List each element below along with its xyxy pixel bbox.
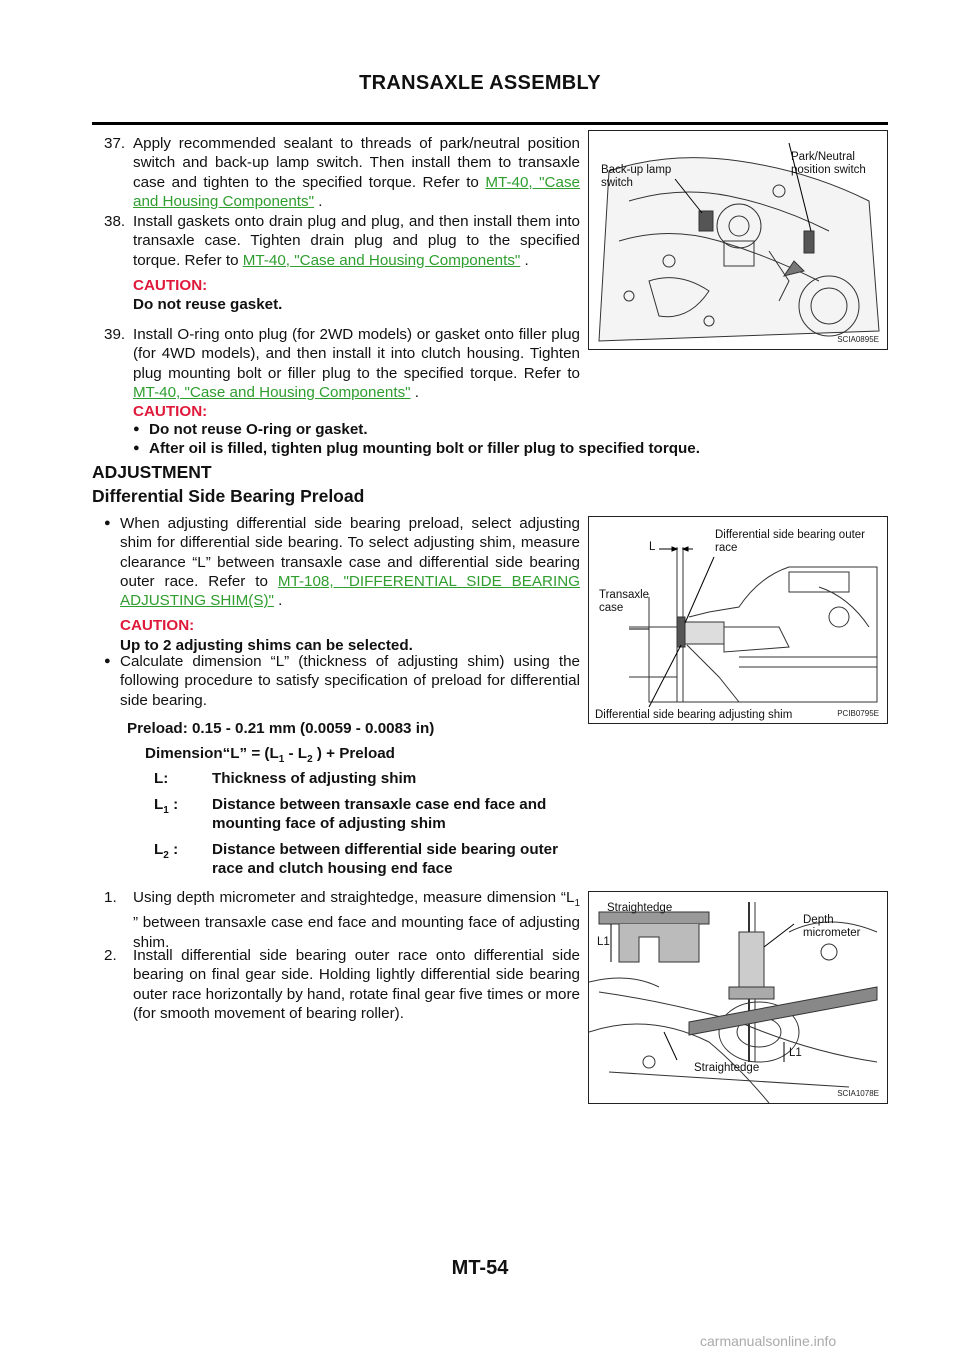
definition-l1: $L_1$ : Distance between transaxle case end face and mounting face of adjusting shim — [154, 795, 574, 820]
callout-l: L — [649, 541, 656, 553]
def-desc: Distance between transaxle case end face and mounting face of adjusting shim — [212, 796, 547, 833]
callout-l1-right: L1 — [789, 1047, 802, 1059]
caution-item-text: Do not reuse O-ring or gasket. — [149, 421, 368, 438]
step-text-end: . — [520, 251, 529, 269]
formula-part: ) + Preload — [312, 745, 395, 762]
step-text: Install differential side bearing outer race onto differential side bearing on final gear side. Holding lightly differential side bearing outer race horizontally by hand, rotate final gear five times or more (for smooth movement of bearing roller). — [133, 947, 580, 1022]
callout-l1-left: L1 — [597, 936, 610, 948]
caution-text: Do not reuse gasket. — [133, 296, 283, 314]
page-number: MT-54 — [451, 1257, 509, 1279]
subsection-heading: Differential Side Bearing Preload — [92, 486, 365, 506]
step-text-end: . — [410, 383, 420, 401]
step-38 — [104, 212, 580, 314]
step-number: 39. — [104, 326, 126, 343]
formula — [145, 745, 395, 765]
callout-straightedge-bottom: Straightedge — [694, 1062, 760, 1074]
figure-code: SCIA1078E — [837, 1089, 879, 1098]
caution-item — [133, 439, 893, 458]
definition-l2: $L_2$ : Distance between differential side bearing outer race and clutch housing end face — [154, 840, 574, 865]
callout-backup-lamp-switch: Back-up lamp switch — [601, 164, 672, 189]
callout-straightedge-top: Straightedge — [607, 902, 673, 914]
step-number: 1. — [104, 889, 117, 906]
caution-label: CAUTION: — [120, 617, 195, 635]
bullet-icon: ● — [104, 655, 111, 667]
caution-item — [133, 420, 893, 439]
callout-outer-race: Differential side bearing outer race — [715, 529, 866, 554]
formula-sub: 1 — [278, 754, 285, 766]
callout-transaxle-case: Transaxle case — [599, 589, 650, 614]
def-sub: 2 — [163, 850, 169, 862]
step-text: ” between transaxle case end face and mounting face of adjusting shim. — [133, 914, 580, 951]
step-number: 37. — [104, 135, 126, 152]
bullet-icon: ● — [104, 517, 111, 529]
bullet-icon: ● — [133, 423, 140, 435]
definition-l — [154, 769, 574, 788]
ref-link-mt40[interactable]: MT-40, "Case and Housing Components" — [133, 173, 581, 210]
formula-part: - L — [284, 745, 308, 762]
bullet-text: Calculate dimension “L” (thickness of adjusting shim) using the following procedure to satisfy specification of preload for differential side bearing. — [120, 653, 580, 709]
caution-text: Up to 2 adjusting shims can be selected. — [120, 636, 413, 654]
bullet-item — [104, 514, 580, 655]
def-desc: Distance between differential side bearing outer race and clutch housing end face — [212, 841, 559, 878]
step-text: Install gaskets onto drain plug and plug, and then install them into transaxle case. Tighten drain plug and plug to the specified torque. Refer to — [133, 213, 580, 269]
step-text: Using depth micrometer and straightedge, measure dimension “L — [133, 889, 575, 906]
caution-block-39 — [133, 403, 893, 459]
def-term: L — [154, 796, 164, 813]
preload-spec: Preload: 0.15 - 0.21 mm (0.0059 - 0.0083 in) — [127, 720, 435, 737]
step-number: 38. — [104, 213, 126, 230]
step-text: Apply recommended sealant to threads of park/neutral position switch and back-up lamp switch. Then install them to transaxle case and tighten to the specified torque. Refer to — [133, 135, 580, 191]
ref-link-mt40[interactable]: MT-40, "Case and Housing Components" — [242, 251, 521, 269]
bullet-item — [104, 652, 580, 710]
bullet-text: When adjusting differential side bearing preload, select adjusting shim for differential side bearing. To select adjusting shim, measure clearance “L” between transaxle case and differential side bearing outer race. Refer to — [120, 515, 580, 590]
figure-code: SCIA0895E — [837, 335, 879, 344]
watermark: carmanualsonline.info — [700, 1333, 837, 1349]
figure-code: PCIB0795E — [837, 709, 879, 718]
ref-link-mt108[interactable]: MT-108, "DIFFERENTIAL SIDE BEARING ADJUSTING SHIM(S)" — [120, 572, 580, 610]
def-sub: 1 — [163, 805, 169, 817]
callout-adjusting-shim: Differential side bearing adjusting shim — [595, 709, 793, 721]
bullet-icon: ● — [133, 442, 140, 455]
callout-depth-micrometer: Depth micrometer — [803, 914, 861, 939]
figure-measurement — [588, 891, 888, 1104]
def-term: L: — [154, 770, 169, 787]
caution-item-text: After oil is filled, tighten plug mounting bolt or filler plug to specified torque. — [149, 440, 700, 458]
formula-sub: 2 — [307, 754, 313, 766]
figure-preload — [588, 516, 888, 724]
step-37 — [104, 134, 580, 211]
header-rule — [92, 122, 888, 125]
step-2 — [104, 946, 580, 1023]
step-number: 2. — [104, 947, 117, 964]
def-term: L — [154, 841, 164, 858]
section-heading: ADJUSTMENT — [92, 462, 212, 482]
callout-park-neutral-switch: Park/Neutral position switch — [791, 151, 866, 176]
step-text-end: . — [314, 192, 323, 210]
formula-part: Dimension“L” = (L — [145, 745, 279, 762]
caution-label: CAUTION: — [133, 276, 208, 294]
ref-link-mt40[interactable]: MT-40, "Case and Housing Components" — [133, 383, 411, 401]
step-sub: 1 — [574, 898, 580, 910]
step-39 — [104, 325, 580, 402]
def-desc: Thickness of adjusting shim — [212, 770, 417, 787]
bullet-text-end: . — [273, 592, 283, 610]
step-1 — [104, 888, 580, 952]
figure-switches — [588, 130, 888, 350]
page-title: TRANSAXLE ASSEMBLY — [359, 72, 601, 94]
step-text: Install O-ring onto plug (for 2WD models) or gasket onto filler plug (for 4WD models), and then install it into clutch housing. Tighten plug mounting bolt or filler plug to the specified torque. Refer to — [133, 326, 580, 382]
caution-label: CAUTION: — [133, 403, 208, 420]
